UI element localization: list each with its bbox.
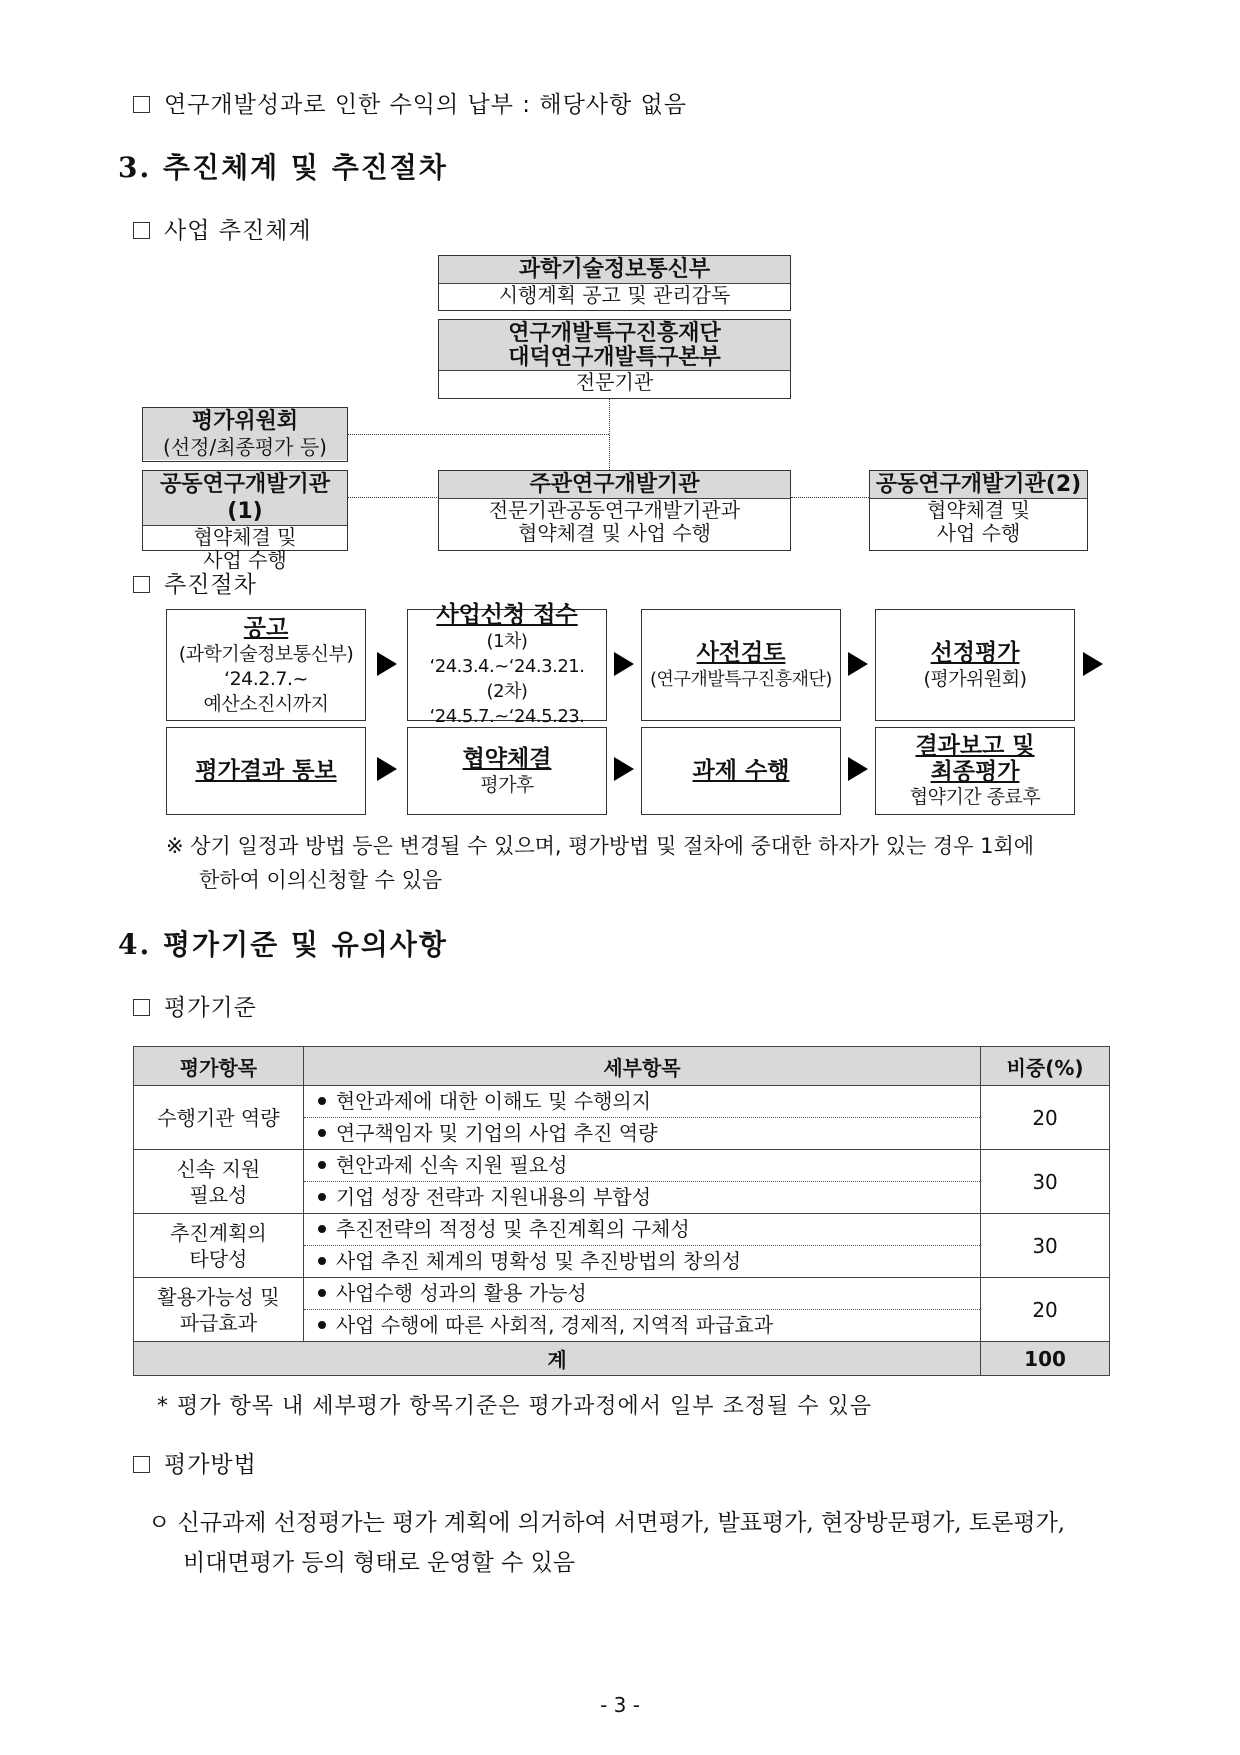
method-text: ㅇ 신규과제 선정평가는 평가 계획에 의거하여 서면평가, 발표평가, 현장방문평가, 토론평가, 비대면평가 등의 형태로 운영할 수 있음	[148, 1510, 1066, 1576]
bullet-icon	[318, 1257, 326, 1265]
org-box-lead: 주관연구개발기관 전문기관공동연구개발기관과 협약체결 및 사업 수행	[438, 470, 791, 551]
bullet-icon	[318, 1193, 326, 1201]
checkbox-square-icon	[133, 96, 150, 113]
connector-line	[791, 497, 869, 498]
org-box-ministry: 과학기술정보통신부 시행계획 공고 및 관리감독	[438, 255, 791, 311]
org-box-agency: 연구개발특구진흥재단 대덕연구개발특구본부 전문기관	[438, 319, 791, 399]
table-row: 신속 지원 필요성 현안과제 신속 지원 필요성 기업 성장 전략과 지원내용의 부합성 30	[134, 1150, 1110, 1214]
arrow-right-icon	[848, 652, 868, 676]
connector-line	[348, 434, 609, 435]
method-heading: 평가방법	[133, 1446, 257, 1479]
table-row: 활용가능성 및 파급효과 사업수행 성과의 활용 가능성 사업 수행에 따른 사회적, 경제적, 지역적 파급효과 20	[134, 1278, 1110, 1342]
table-header-row: 평가항목 세부항목 비중(%)	[134, 1047, 1110, 1086]
step-announcement: 공고 (과학기술정보통신부) ‘24.2.7.~ 예산소진시까지	[166, 609, 366, 721]
bullet-icon	[318, 1097, 326, 1105]
connector-line	[609, 392, 610, 470]
arrow-right-icon	[848, 757, 868, 781]
org-heading: 사업 추진체계	[133, 212, 312, 245]
checkbox-square-icon	[133, 1456, 150, 1473]
arrow-right-icon	[614, 757, 634, 781]
step-selection: 선정평가 (평가위원회)	[875, 609, 1075, 721]
arrow-right-icon	[377, 652, 397, 676]
bullet-icon	[318, 1225, 326, 1233]
arrow-right-icon	[614, 652, 634, 676]
bullet-icon	[318, 1161, 326, 1169]
section3-title: 3. 추진체계 및 추진절차	[118, 151, 448, 184]
criteria-table	[133, 1046, 1110, 1376]
criteria-heading: 평가기준	[133, 989, 257, 1022]
step-application: 사업신청 접수 (1차) ‘24.3.4.~‘24.3.21. (2차) ‘24.5.7.~‘24.5.23.	[407, 609, 607, 721]
revenue-item	[133, 86, 687, 119]
org-box-committee: 평가위원회 (선정/최종평가 등)	[142, 407, 348, 462]
connector-line	[348, 497, 439, 498]
table-row: 수행기관 역량 현안과제에 대한 이해도 및 수행의지 연구책임자 및 기업의 사업 추진 역량 20	[134, 1086, 1110, 1150]
bullet-icon	[318, 1321, 326, 1329]
step-execute: 과제 수행	[641, 727, 841, 815]
step-agreement: 협약체결 평가후	[407, 727, 607, 815]
table-note: * 평가 항목 내 세부평가 항목기준은 평가과정에서 일부 조정될 수 있음	[157, 1394, 872, 1419]
org-box-joint1: 공동연구개발기관(1) 협약체결 및 사업 수행	[142, 470, 348, 551]
step-final: 결과보고 및 최종평가 협약기간 종료후	[875, 727, 1075, 815]
checkbox-square-icon	[133, 999, 150, 1016]
org-box-joint2: 공동연구개발기관(2) 협약체결 및 사업 수행	[869, 470, 1088, 551]
proc-heading: 추진절차	[133, 566, 257, 599]
arrow-right-icon	[1083, 652, 1103, 676]
step-notify: 평가결과 통보	[166, 727, 366, 815]
step-prereview: 사전검토 (연구개발특구진흥재단)	[641, 609, 841, 721]
checkbox-square-icon	[133, 576, 150, 593]
page-number: - 3 -	[600, 1693, 640, 1717]
bullet-icon	[318, 1289, 326, 1297]
section4-title: 4. 평가기준 및 유의사항	[118, 928, 448, 961]
revenue-text: 연구개발성과로 인한 수익의 납부 : 해당사항 없음	[164, 92, 687, 118]
checkbox-square-icon	[133, 222, 150, 239]
table-row: 추진계획의 타당성 추진전략의 적정성 및 추진계획의 구체성 사업 추진 체계의 명확성 및 추진방법의 창의성 30	[134, 1214, 1110, 1278]
bullet-icon	[318, 1129, 326, 1137]
table-total-row: 계 100	[134, 1342, 1110, 1376]
schedule-note: ※ 상기 일정과 방법 등은 변경될 수 있으며, 평가방법 및 절차에 중대한 하자가 있는 경우 1회에 한하여 이의신청할 수 있음	[166, 834, 1035, 892]
arrow-right-icon	[377, 757, 397, 781]
